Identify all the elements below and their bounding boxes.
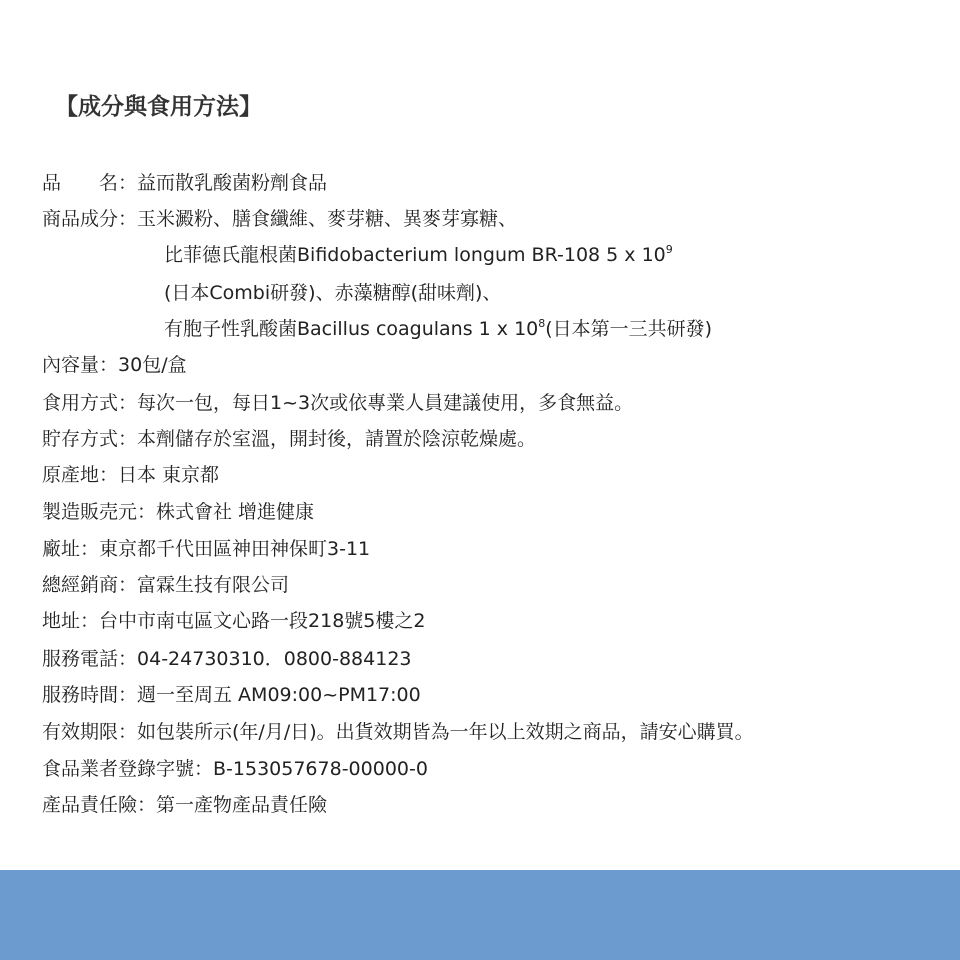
row-value: 每次一包，每日1~3次或依專業人員建議使用，多食無益。 [137,392,634,414]
row-value: 株式會社 增進健康 [156,501,315,523]
info-row-expiry [42,717,754,747]
bottom-color-band [0,870,960,960]
info-row-phone [42,644,412,674]
row-value: 本劑儲存於室溫，開封後，請置於陰涼乾燥處。 [137,428,537,450]
row-label: 內容量： [42,354,119,376]
info-row-distributor [42,570,289,600]
row-label: 製造販売元： [42,501,157,523]
info-row-content [42,350,187,380]
info-row-insurance [42,790,327,820]
row-label: 服務時間： [42,684,138,706]
ingredients-text: 有胞子性乳酸菌Bacillus coagulans 1 x 10 [164,318,539,340]
info-row-factory-address [42,534,370,564]
row-value: 如包裝所示(年/月/日)。出貨效期皆為一年以上效期之商品，請安心購買。 [137,721,754,743]
row-label: 貯存方式： [42,428,138,450]
row-value: 富霖生技有限公司 [137,574,290,596]
row-value: 益而散乳酸菌粉劑食品 [137,172,328,194]
row-value: 30包/盒 [118,354,187,376]
ingredients-text-tail: (日本第一三共研發) [545,318,713,340]
row-value: 東京都千代田區神田神保町3-11 [99,538,371,560]
row-value: 玉米澱粉、膳食纖維、麥芽糖、異麥芽寡糖、 [137,208,518,230]
row-value: B-153057678-00000-0 [213,758,428,780]
ingredients-text: (日本Combi研發)、赤藻糖醇(甜味劑)、 [164,282,502,304]
ingredients-line-4 [164,314,712,344]
exponent: 9 [665,243,673,256]
ingredients-line-2 [164,240,673,270]
row-label: 服務電話： [42,648,138,670]
row-label: 品 名： [42,172,138,194]
ingredients-text: 比菲德氏龍根菌Bifidobacterium longum BR-108 5 x 10 [164,244,666,266]
row-label: 商品成分： [42,208,138,230]
info-row-service-hours [42,680,421,710]
row-label: 食用方式： [42,392,138,414]
row-label: 地址： [42,610,100,632]
info-row-usage [42,388,633,418]
row-value: 週一至周五 AM09:00~PM17:00 [137,684,421,706]
info-row-storage [42,424,536,454]
row-value: 日本 東京都 [118,464,220,486]
info-row-origin [42,460,219,490]
exponent: 8 [538,317,546,330]
info-row-product-name [42,168,327,198]
row-label: 有效期限： [42,721,138,743]
info-row-ingredients [42,204,517,234]
info-row-manufacturer [42,497,314,527]
ingredients-line-3 [164,278,501,308]
row-value: 第一產物產品責任險 [156,794,328,816]
section-title: 【成分與食用方法】 [55,94,262,120]
info-row-address [42,606,425,636]
row-label: 食品業者登錄字號： [42,758,214,780]
info-row-registration [42,754,428,784]
row-label: 總經銷商： [42,574,138,596]
row-label: 產品責任險： [42,794,157,816]
row-value: 04-24730310．0800-884123 [137,648,412,670]
row-label: 廠址： [42,538,100,560]
row-value: 台中市南屯區文心路一段218號5樓之2 [99,610,426,632]
row-label: 原產地： [42,464,119,486]
